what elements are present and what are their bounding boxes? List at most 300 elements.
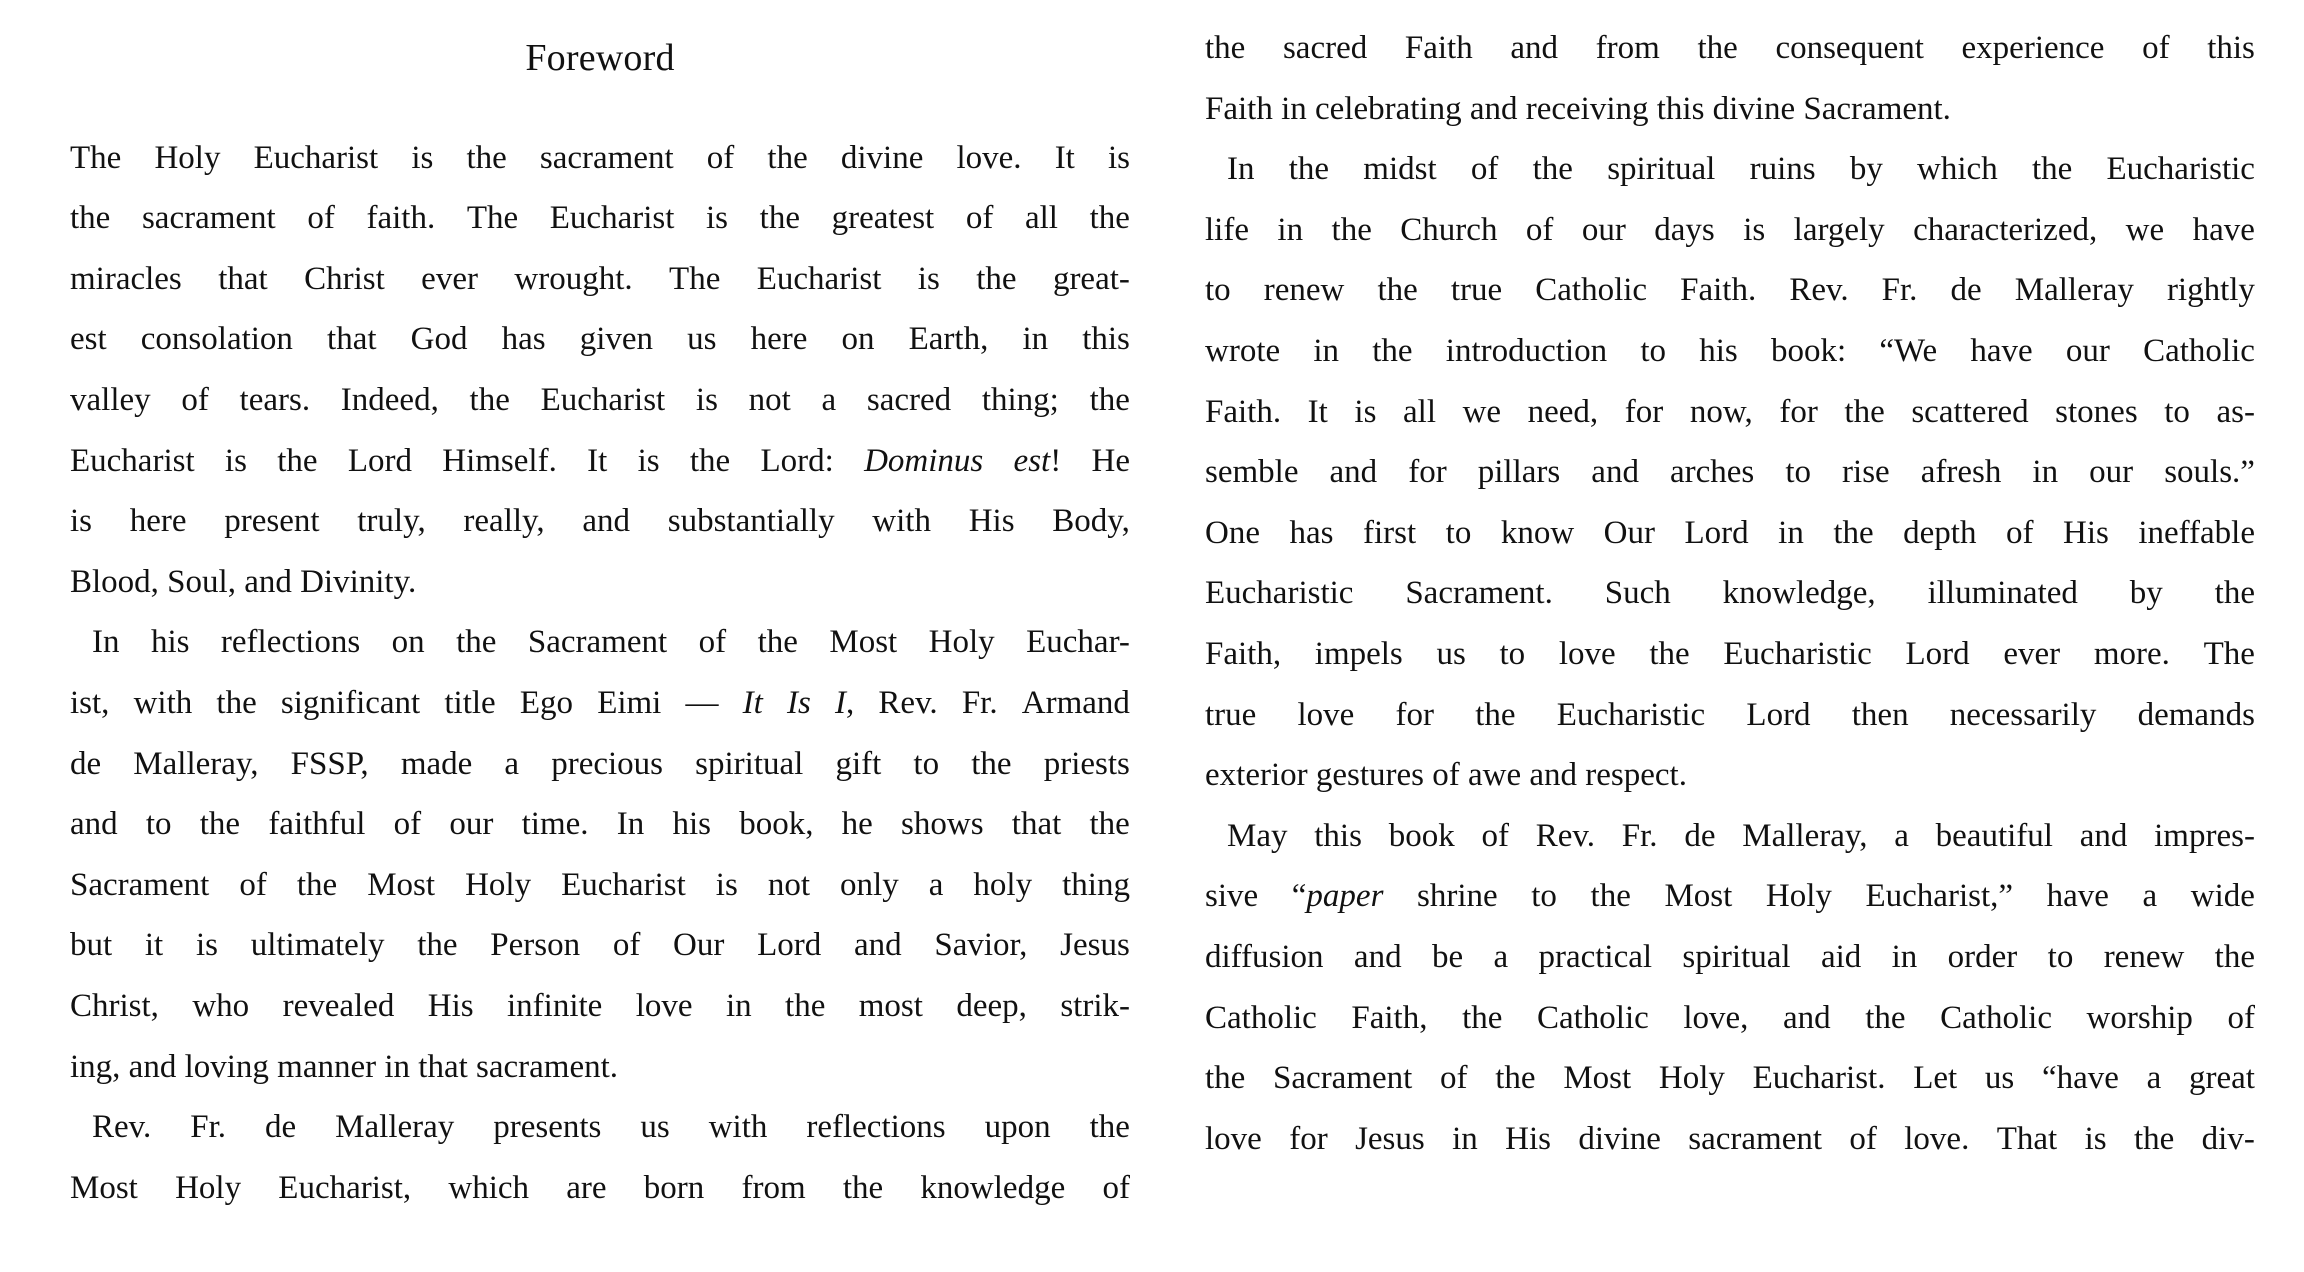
line-words [70, 1158, 1130, 1219]
text-line [1205, 685, 2255, 746]
word: of [1849, 1120, 1877, 1157]
word: Eucharist, [278, 1169, 412, 1206]
word: significant [280, 684, 421, 721]
word: present [224, 503, 320, 540]
word: impres- [2154, 817, 2255, 854]
word: Catholic [2143, 332, 2255, 369]
word: Eucharist [561, 866, 686, 903]
word: Faith, [1205, 635, 1282, 672]
word: aid [1820, 938, 1862, 975]
line-words [1205, 988, 2255, 1049]
line-words [70, 855, 1130, 916]
text-line [70, 188, 1130, 249]
word: Holy [465, 866, 532, 903]
word: of [612, 927, 641, 964]
text-line [70, 249, 1130, 310]
text-line [1205, 866, 2255, 927]
word: for [1289, 1120, 1328, 1157]
word: his [672, 806, 711, 843]
word: great- [1052, 260, 1130, 297]
left-column [0, 0, 1130, 1218]
word: the [971, 745, 1012, 782]
word: priests [1043, 745, 1130, 782]
word: upon [984, 1109, 1051, 1146]
line-words [1205, 79, 2255, 140]
word: Our [673, 927, 725, 964]
emphasis: Is [787, 684, 811, 721]
word: presents [493, 1109, 602, 1146]
word: love [1205, 1120, 1262, 1157]
word: for [1779, 393, 1818, 430]
word: wrote [1205, 332, 1281, 369]
word: experience [1961, 30, 2105, 66]
italic-word [787, 673, 811, 734]
line-words [70, 309, 1130, 370]
word: midst [1363, 151, 1437, 188]
word: have [2046, 878, 2109, 915]
word: ing, and loving manner in that sacrament. [70, 1048, 619, 1085]
word: with [708, 1109, 768, 1146]
word: to [1205, 272, 1231, 309]
word: — [685, 684, 719, 721]
word: “We [1879, 332, 1938, 369]
word: the [785, 987, 826, 1024]
word: book: [1770, 332, 1847, 369]
text-line [1205, 382, 2255, 443]
line-words [1205, 685, 2255, 746]
right-column-top-offset [1205, 0, 2255, 18]
line-words [70, 491, 1130, 552]
paragraph [70, 612, 1130, 1097]
emphasis: It [742, 684, 763, 721]
word: It [587, 442, 608, 479]
word: “have [2041, 1060, 2119, 1097]
word: Most [1563, 1060, 1632, 1097]
word: and [1353, 938, 1402, 975]
word: a [928, 866, 944, 903]
text-line [70, 673, 1130, 734]
word: Eucharist [756, 260, 882, 297]
word: beautiful [1935, 817, 2053, 854]
word: Lord: [760, 442, 834, 479]
word: the [2214, 938, 2255, 975]
word: Rev. [1535, 817, 1596, 854]
word: the [469, 381, 510, 418]
word: substantially [667, 503, 835, 540]
word: Faith, [1351, 999, 1428, 1036]
word: of [1481, 817, 1509, 854]
line-words [70, 552, 1130, 613]
word: born [643, 1169, 705, 1206]
paragraph [70, 1097, 1130, 1218]
word: need, [1527, 393, 1599, 430]
word: in [1313, 332, 1340, 369]
word: our [449, 806, 494, 843]
word: for [1395, 696, 1435, 733]
line-words [1205, 1048, 2255, 1109]
word: is [706, 200, 729, 237]
word: God [410, 321, 468, 358]
word: days [1654, 211, 1715, 248]
word: Malleray, [1742, 817, 1868, 854]
word: for [1408, 454, 1447, 491]
word: exterior gestures of awe and respect. [1205, 757, 1687, 794]
word: Jesus [1355, 1120, 1425, 1157]
word: Rev. [878, 684, 938, 721]
word: precious [551, 745, 664, 782]
word: the [1833, 514, 1874, 551]
word: The [2203, 635, 2255, 672]
word: Sacrament [1273, 1060, 1413, 1097]
word: to [1640, 332, 1666, 369]
word: and [1329, 454, 1378, 491]
word: on [841, 321, 875, 358]
word: the [456, 624, 497, 661]
word: wrought. [514, 260, 633, 297]
word: love. [956, 139, 1022, 176]
text-line [1205, 988, 2255, 1049]
word: and [1591, 454, 1639, 491]
word: Eucharistic [1723, 635, 1872, 672]
word: Malleray [335, 1109, 455, 1146]
word: us [1984, 1060, 2015, 1097]
word: diffusion [1205, 938, 1324, 975]
word: Eucharist [70, 442, 195, 479]
word: Catholic [1940, 999, 2052, 1036]
word: divine [840, 139, 924, 176]
word: with [872, 503, 931, 540]
word: est [70, 321, 107, 358]
word: de [70, 745, 102, 782]
word: Himself. [442, 442, 557, 479]
word: de [1684, 817, 1716, 854]
word: knowledge [920, 1169, 1066, 1206]
word: Malleray [2014, 272, 2134, 309]
word: life [1205, 211, 1249, 248]
word: the [1865, 999, 1906, 1036]
word: reflections [806, 1109, 946, 1146]
word: in [725, 987, 752, 1024]
word: truly, [357, 503, 426, 540]
text-line [70, 128, 1130, 189]
word: that [1011, 806, 1062, 843]
text-line [70, 552, 1130, 613]
word: ist, [70, 684, 110, 721]
word: now, [1689, 393, 1753, 430]
word: the [417, 927, 458, 964]
word: which [1917, 151, 1998, 188]
word: Armand [1021, 684, 1130, 721]
word: Faith [1404, 30, 1473, 66]
word: the [767, 139, 808, 176]
word: Eucharist,” [1865, 878, 2014, 915]
line-words [1205, 624, 2255, 685]
word: this [2207, 30, 2255, 66]
emphasis: I [835, 684, 846, 721]
word: de [1950, 272, 1982, 309]
word: the [1089, 1109, 1130, 1146]
word: Eucharist. [1752, 1060, 1886, 1097]
word: us [687, 321, 717, 358]
word: the [70, 200, 111, 237]
word: our [1581, 211, 1626, 248]
word: Faith. [1680, 272, 1757, 309]
word: the [1495, 1060, 1536, 1097]
word: sacrament [141, 200, 276, 237]
word: book [1388, 817, 1455, 854]
word: the [1089, 200, 1130, 237]
text-line [1205, 139, 2255, 200]
text-line [70, 370, 1130, 431]
word: faithful [268, 806, 366, 843]
word: Let [1913, 1060, 1958, 1097]
word: Lord [347, 442, 412, 479]
word: here [750, 321, 808, 358]
word: us [1436, 635, 1466, 672]
word: Our [1603, 514, 1655, 551]
left-column-body [70, 128, 1130, 1219]
word: the [277, 442, 318, 479]
text-line [70, 612, 1130, 673]
word: to [913, 745, 940, 782]
word: the [1331, 211, 1372, 248]
text-line [1205, 200, 2255, 261]
word: Most [70, 1169, 138, 1206]
text-line [70, 1158, 1130, 1219]
word: in [1778, 514, 1804, 551]
word: it [144, 927, 164, 964]
word: of [1525, 211, 1554, 248]
word: Jesus [1060, 927, 1130, 964]
line-words [1205, 260, 2255, 321]
word: is [224, 442, 247, 479]
word: of [1470, 151, 1499, 188]
word: Eucharist [549, 200, 675, 237]
word: is [195, 927, 218, 964]
line-words [70, 431, 1130, 492]
word: with [133, 684, 193, 721]
word: renew [2103, 938, 2185, 975]
word: the [1532, 151, 1573, 188]
word: time. [521, 806, 589, 843]
word: and [1783, 999, 1831, 1036]
word: we [1462, 393, 1502, 430]
word: holy [973, 866, 1033, 903]
word: Sacrament [70, 866, 210, 903]
word: His [1505, 1120, 1552, 1157]
word: Christ, [70, 987, 159, 1024]
word: a [1493, 938, 1509, 975]
word: to [1445, 514, 1472, 551]
line-words [1205, 927, 2255, 988]
word: In [616, 806, 645, 843]
word: has [501, 321, 546, 358]
word: the [1372, 332, 1413, 369]
word: Malleray, [133, 745, 259, 782]
word: Fr. [1881, 272, 1918, 309]
word: us [640, 1109, 670, 1146]
line-words [70, 794, 1130, 855]
word: love [1558, 635, 1616, 672]
word: this [1314, 817, 1362, 854]
word: of [239, 866, 267, 903]
word: Savior, [934, 927, 1028, 964]
text-line [1205, 563, 2255, 624]
title-body-spacer [70, 82, 1130, 128]
word: Sacrament [527, 624, 668, 661]
word: book, [739, 806, 814, 843]
line-words [70, 1037, 1130, 1098]
word: be [1431, 938, 1464, 975]
word: is [637, 442, 660, 479]
word: all [1403, 393, 1436, 430]
word: Sacrament. [1405, 575, 1553, 612]
word: spiritual [695, 745, 804, 782]
word: in [1277, 211, 1304, 248]
word: not [748, 381, 791, 418]
word: the [2214, 575, 2255, 612]
word: the [1462, 999, 1503, 1036]
word: in [1891, 938, 1918, 975]
word: scattered [1911, 393, 2029, 430]
word: impels [1314, 635, 1403, 672]
line-words [1205, 200, 2255, 261]
word: demands [2137, 696, 2255, 733]
word: of [1102, 1169, 1130, 1206]
word: is [917, 260, 940, 297]
word: all [1024, 200, 1058, 237]
word: Christ [304, 260, 385, 297]
word: are [566, 1169, 607, 1206]
word: de [265, 1109, 297, 1146]
word: to [1499, 635, 1526, 672]
word: afresh [1920, 454, 2002, 491]
line-words [70, 976, 1130, 1037]
word: Fr. [961, 684, 998, 721]
word: Holy [1765, 878, 1832, 915]
word: the [1475, 696, 1516, 733]
word: greatest [831, 200, 935, 237]
word: ever [421, 260, 478, 297]
text-line [70, 431, 1130, 492]
word: Eucharistic [1205, 575, 1354, 612]
word: souls.” [2164, 454, 2255, 491]
line-words [1205, 806, 2255, 867]
word: the [1377, 272, 1418, 309]
word: faith. [366, 200, 436, 237]
word: Eimi [597, 684, 662, 721]
word: have [1970, 332, 2033, 369]
word: gift [835, 745, 882, 782]
word: in [1022, 321, 1049, 358]
word: the [1089, 381, 1130, 418]
word: know [1500, 514, 1575, 551]
word: deep, [956, 987, 1027, 1024]
word: of [698, 624, 727, 661]
word: of [307, 200, 335, 237]
word: spiritual [1682, 938, 1791, 975]
italic-word [743, 673, 763, 734]
line-words [70, 1097, 1130, 1158]
word: Lord [1746, 696, 1811, 733]
word: Eucharistic [2106, 151, 2255, 188]
word: depth [1903, 514, 1977, 551]
text-line [70, 855, 1130, 916]
word: and [582, 503, 631, 540]
line-words [70, 249, 1130, 310]
text-line [70, 309, 1130, 370]
italic-word: I, [835, 684, 855, 721]
text-line [1205, 18, 2255, 79]
word: introduction [1445, 332, 1608, 369]
word: love, [1683, 999, 1749, 1036]
word: characterized, [1913, 211, 2098, 248]
word: Holy [928, 624, 995, 661]
word: Indeed, [340, 381, 439, 418]
word: a [504, 745, 520, 782]
word: Holy [1658, 1060, 1725, 1097]
word: is [695, 381, 718, 418]
word: div- [2201, 1120, 2255, 1157]
word: given [579, 321, 654, 358]
word: the [296, 866, 338, 903]
line-words [1205, 139, 2255, 200]
word: His [427, 987, 474, 1024]
word: of [2227, 999, 2255, 1036]
word: Catholic [1535, 272, 1648, 309]
word: of [393, 806, 422, 843]
line-words [1205, 382, 2255, 443]
word: Earth, [908, 321, 989, 358]
word: a [821, 381, 837, 418]
paragraph [1205, 806, 2255, 1170]
word: Rev. [92, 1109, 152, 1146]
line-words [1205, 503, 2255, 564]
word: consolation [140, 321, 293, 358]
word: Most [1664, 878, 1733, 915]
line-words [1205, 866, 2255, 927]
right-column [1205, 0, 2304, 1169]
word: is [411, 139, 434, 176]
word: by [2129, 575, 2163, 612]
word: Lord [1905, 635, 1970, 672]
word: necessarily [1949, 696, 2097, 733]
word: revealed [282, 987, 395, 1024]
text-line [70, 491, 1130, 552]
word: the [1649, 635, 1690, 672]
word: is [70, 503, 93, 540]
italic-word [864, 431, 983, 492]
word: who [192, 987, 250, 1024]
word: is [715, 866, 738, 903]
word: worship [2086, 999, 2193, 1036]
text-line [70, 794, 1130, 855]
word: FSSP, [290, 745, 369, 782]
word: Such [1604, 575, 1671, 612]
word: have [2192, 211, 2255, 248]
word: Catholic [1536, 999, 1649, 1036]
word: miracles [70, 260, 182, 297]
word: the [1089, 806, 1130, 843]
word: the [757, 624, 798, 661]
word: more. [2093, 635, 2170, 672]
word: order [1947, 938, 2018, 975]
word: shows [901, 806, 984, 843]
line-words [1205, 563, 2255, 624]
word: Lord [1684, 514, 1749, 551]
word: is [1107, 139, 1130, 176]
word: our [2065, 332, 2110, 369]
